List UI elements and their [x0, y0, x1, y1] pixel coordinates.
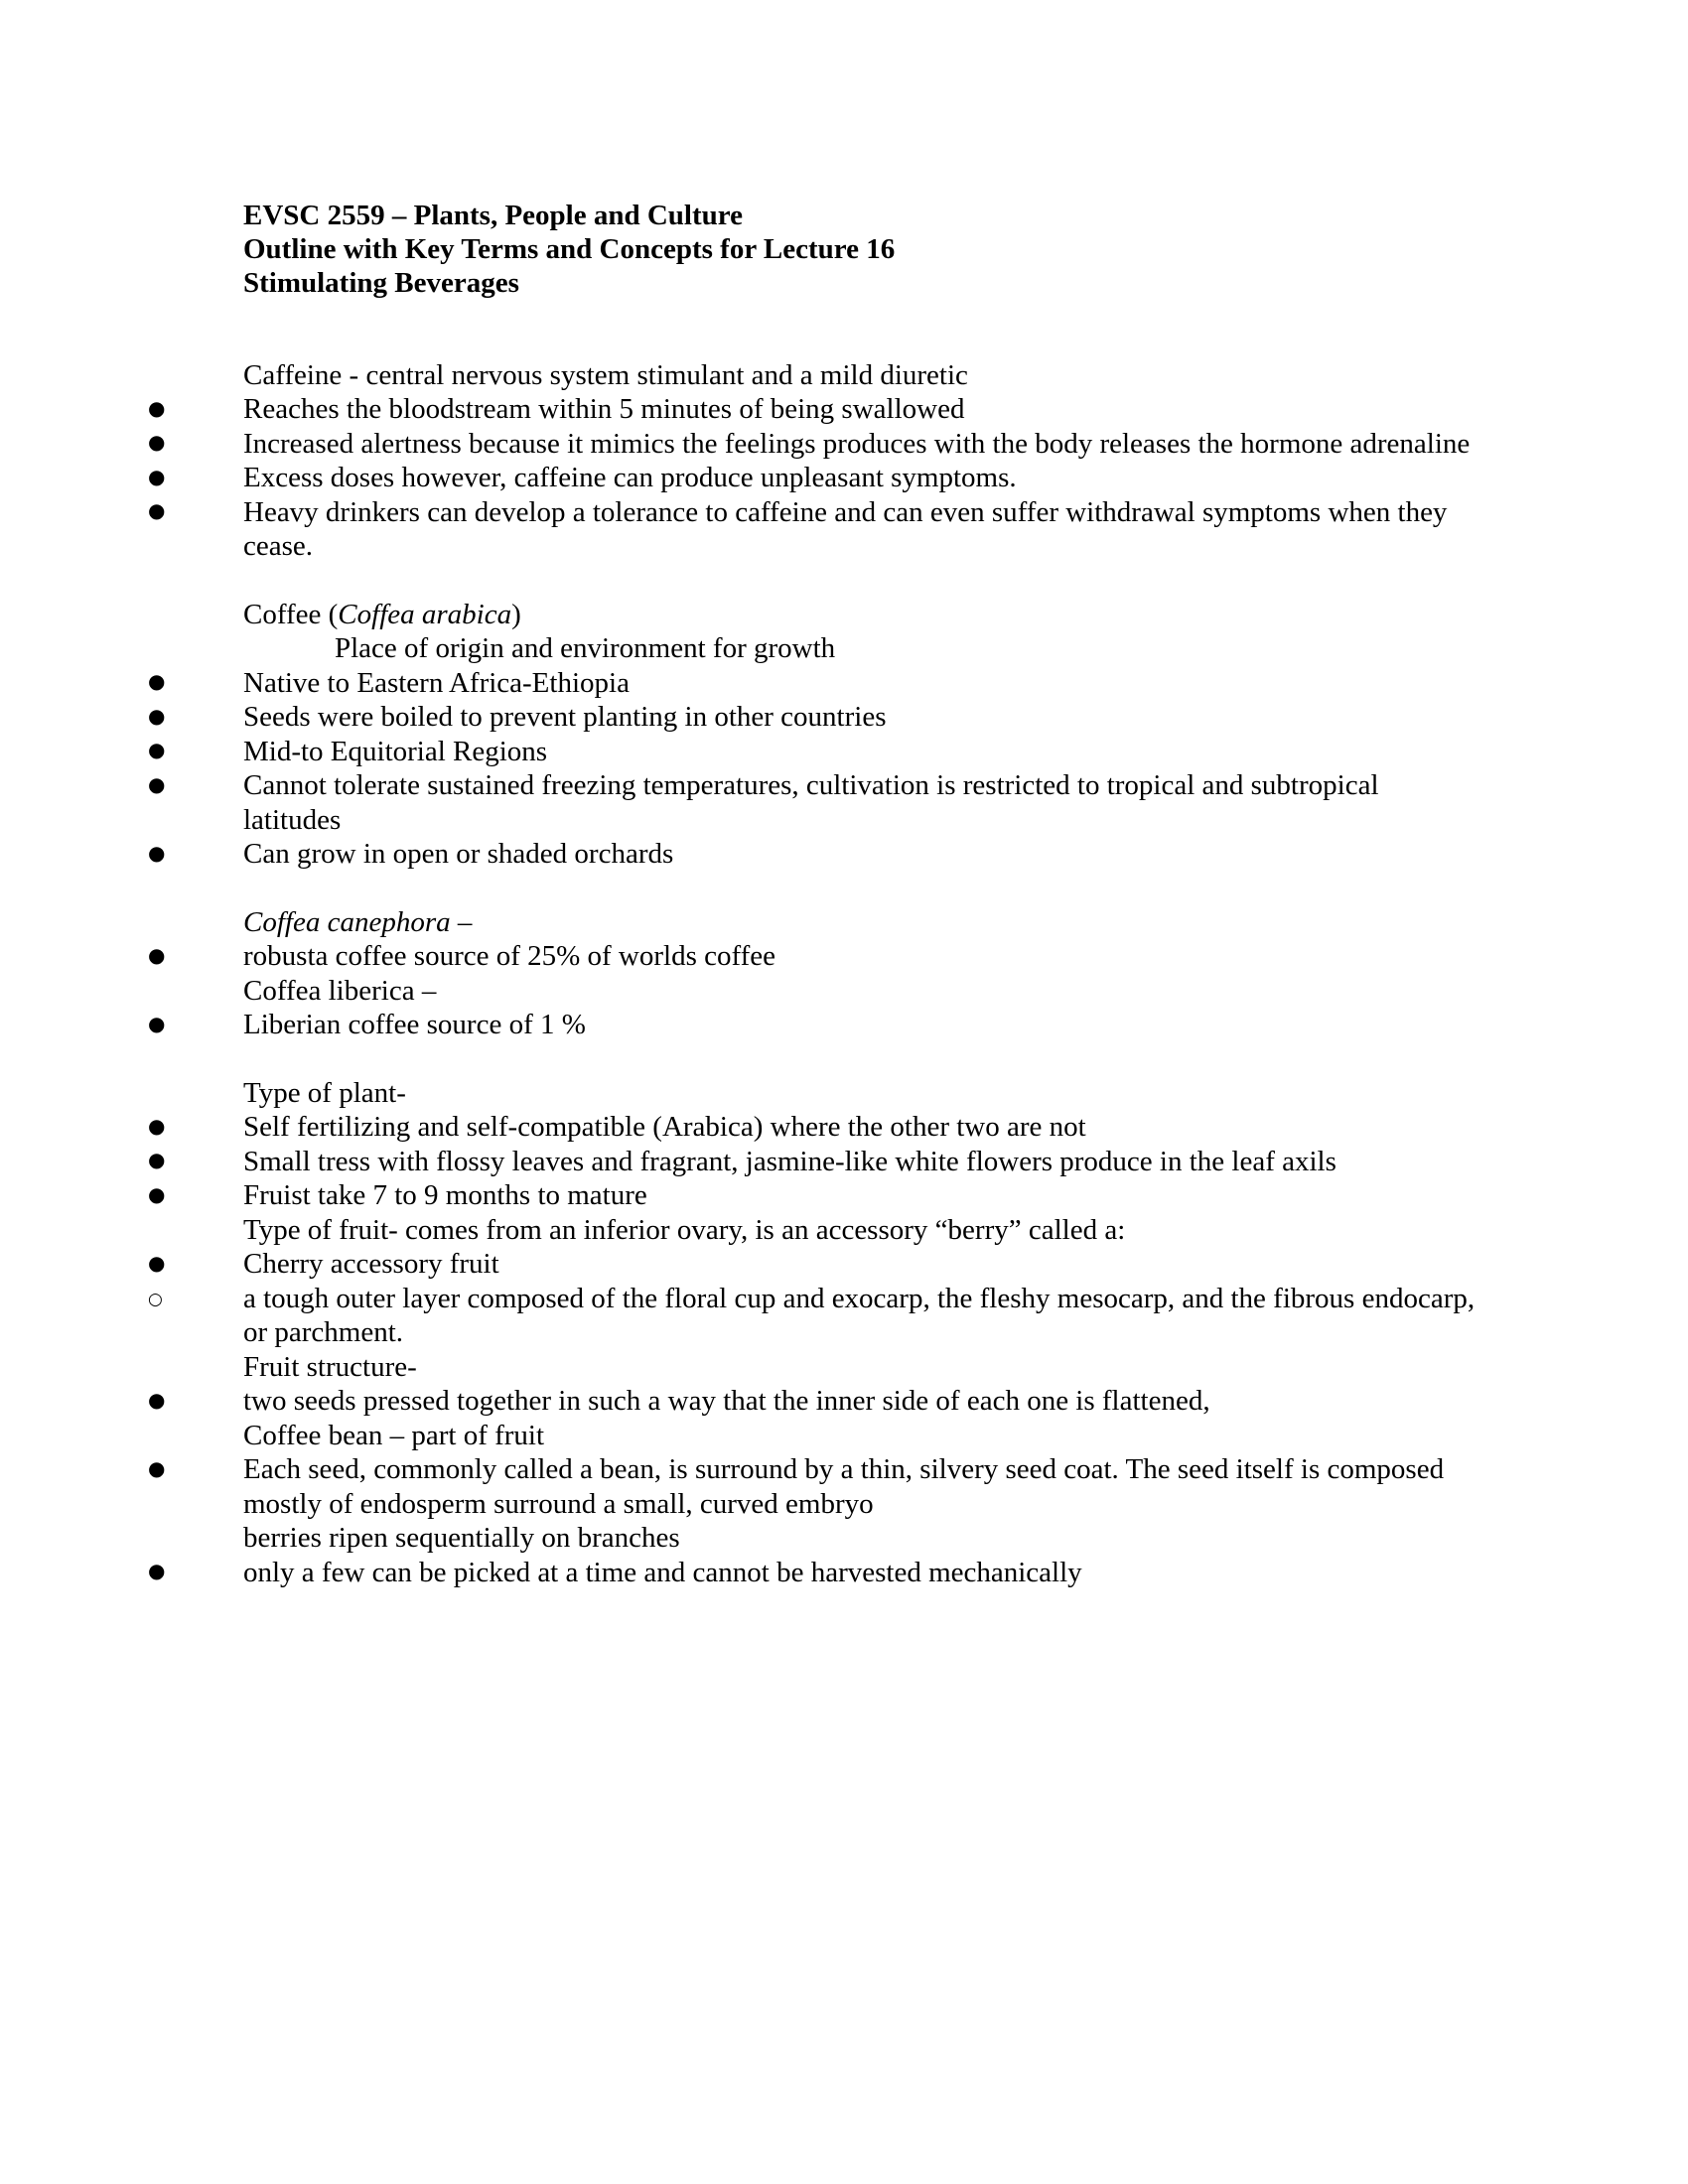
list-item-text: Fruist take 7 to 9 months to mature [243, 1179, 647, 1212]
header-line-topic: Stimulating Beverages [243, 267, 519, 300]
list-item-text: two seeds pressed together in such a way that the inner side of each one is flattened, [243, 1385, 1210, 1418]
list-item-text: Cannot tolerate sustained freezing temperatures, cultivation is restricted to tropical and subtropical latitudes [243, 769, 1379, 836]
sub-list-item [148, 1282, 1479, 1350]
spacer [243, 872, 1479, 905]
list-item-text: Each seed, commonly called a bean, is surround by a thin, silvery seed coat. The seed itself is composed mostly of endosperm surround a small, curved embryo [243, 1453, 1445, 1520]
species-name-coffea-canephora: Coffea canephora [243, 905, 451, 938]
list-item [148, 461, 1479, 495]
filled-bullet-icon: ● [148, 1559, 166, 1583]
filled-bullet-icon: ● [148, 1181, 166, 1206]
filled-bullet-icon: ● [148, 430, 166, 455]
section-heading-coffee-bean: Coffee bean – part of fruit [243, 1419, 545, 1451]
coffee-heading-suffix: ) [511, 598, 521, 630]
list-item [148, 1178, 1479, 1213]
liberica-bullet-list [148, 1008, 1479, 1042]
section-heading-canephora [243, 905, 1479, 940]
list-item [148, 1008, 1479, 1042]
header-line-course: EVSC 2559 – Plants, People and Culture [243, 200, 743, 231]
filled-bullet-icon: ● [148, 1387, 166, 1412]
canephora-bullet-list [148, 939, 1479, 974]
list-item-text: Self fertilizing and self-compatible (Arabica) where the other two are not [243, 1111, 1086, 1144]
list-item [148, 1145, 1479, 1179]
filled-bullet-icon: ● [148, 498, 166, 523]
filled-bullet-icon: ● [148, 464, 166, 488]
list-item [148, 1556, 1479, 1590]
list-item [148, 837, 1479, 872]
coffee-heading-prefix: Coffee ( [243, 598, 339, 630]
fruit-structure-bullet-list [148, 1384, 1479, 1419]
list-item [148, 1247, 1479, 1282]
filled-bullet-icon: ● [148, 1250, 166, 1275]
list-item-text: Seeds were boiled to prevent planting in other countries [243, 701, 887, 734]
list-item-text: Can grow in open or shaded orchards [243, 838, 674, 871]
list-item [148, 768, 1479, 837]
filled-bullet-icon: ● [148, 942, 166, 967]
filled-bullet-icon: ● [148, 1148, 166, 1172]
section-heading-berries: berries ripen sequentially on branches [243, 1522, 680, 1555]
species-name-coffea-arabica: Coffea arabica [338, 598, 512, 630]
list-item-text: Excess doses however, caffeine can produce unpleasant symptoms. [243, 462, 1017, 494]
coffee-bullet-list [148, 666, 1479, 872]
section-heading-coffee [243, 598, 1479, 632]
list-item [148, 939, 1479, 974]
list-item [148, 700, 1479, 735]
filled-bullet-icon: ● [148, 1011, 166, 1035]
spacer [243, 1042, 1479, 1076]
section-heading-caffeine: Caffeine - central nervous system stimulant and a mild diuretic [243, 358, 968, 391]
list-item [148, 1452, 1479, 1521]
filled-bullet-icon: ● [148, 771, 166, 796]
list-item-text: Cherry accessory fruit [243, 1248, 499, 1281]
list-item-text: Small tress with flossy leaves and fragrant, jasmine-like white flowers produce in the leaf axils [243, 1145, 1336, 1177]
list-item-text: Heavy drinkers can develop a tolerance to caffeine and can even suffer withdrawal symptoms when they cease. [243, 495, 1448, 563]
list-item [148, 735, 1479, 769]
section-heading-type-of-plant: Type of plant- [243, 1076, 406, 1109]
filled-bullet-icon: ● [148, 395, 166, 420]
list-item [148, 1110, 1479, 1145]
hollow-bullet-icon: ○ [148, 1289, 163, 1309]
list-item [148, 427, 1479, 462]
list-item [148, 495, 1479, 564]
list-item-text: Native to Eastern Africa-Ethiopia [243, 666, 630, 699]
filled-bullet-icon: ● [148, 1455, 166, 1480]
list-item-text: robusta coffee source of 25% of worlds coffee [243, 940, 776, 973]
list-item [148, 1384, 1479, 1419]
coffee-bean-bullet-list [148, 1452, 1479, 1521]
document-body [148, 358, 1479, 1590]
filled-bullet-icon: ● [148, 1113, 166, 1138]
list-item-text: Liberian coffee source of 1 % [243, 1009, 586, 1041]
filled-bullet-icon: ● [148, 840, 166, 865]
caffeine-bullet-list [148, 392, 1479, 564]
document-header [243, 199, 1479, 301]
list-item [148, 666, 1479, 701]
berries-bullet-list [148, 1556, 1479, 1590]
section-heading-type-of-fruit: Type of fruit- comes from an inferior ovary, is an accessory “berry” called a: [243, 1213, 1126, 1246]
header-line-outline: Outline with Key Terms and Concepts for Lecture 16 [243, 233, 896, 266]
filled-bullet-icon: ● [148, 738, 166, 762]
sub-list-item-text: a tough outer layer composed of the floral cup and exocarp, the fleshy mesocarp, and the fibrous endocarp, or parchment. [243, 1282, 1476, 1349]
type-of-plant-bullet-list [148, 1110, 1479, 1213]
spacer [243, 564, 1479, 598]
list-item-text: Mid-to Equitorial Regions [243, 735, 548, 767]
section-heading-liberica: Coffea liberica – [243, 974, 437, 1007]
filled-bullet-icon: ● [148, 669, 166, 694]
list-item-text: Increased alertness because it mimics the feelings produces with the body releases the hormone adrenaline [243, 427, 1471, 460]
list-item-text: Reaches the bloodstream within 5 minutes of being swallowed [243, 393, 965, 426]
section-heading-fruit-structure: Fruit structure- [243, 1350, 417, 1383]
list-item-text: only a few can be picked at a time and cannot be harvested mechanically [243, 1556, 1082, 1588]
filled-bullet-icon: ● [148, 703, 166, 728]
list-item [148, 392, 1479, 427]
canephora-heading-suffix: – [450, 905, 473, 938]
type-of-fruit-bullet-list [148, 1247, 1479, 1350]
subheading-place-of-origin: Place of origin and environment for growth [335, 632, 836, 665]
